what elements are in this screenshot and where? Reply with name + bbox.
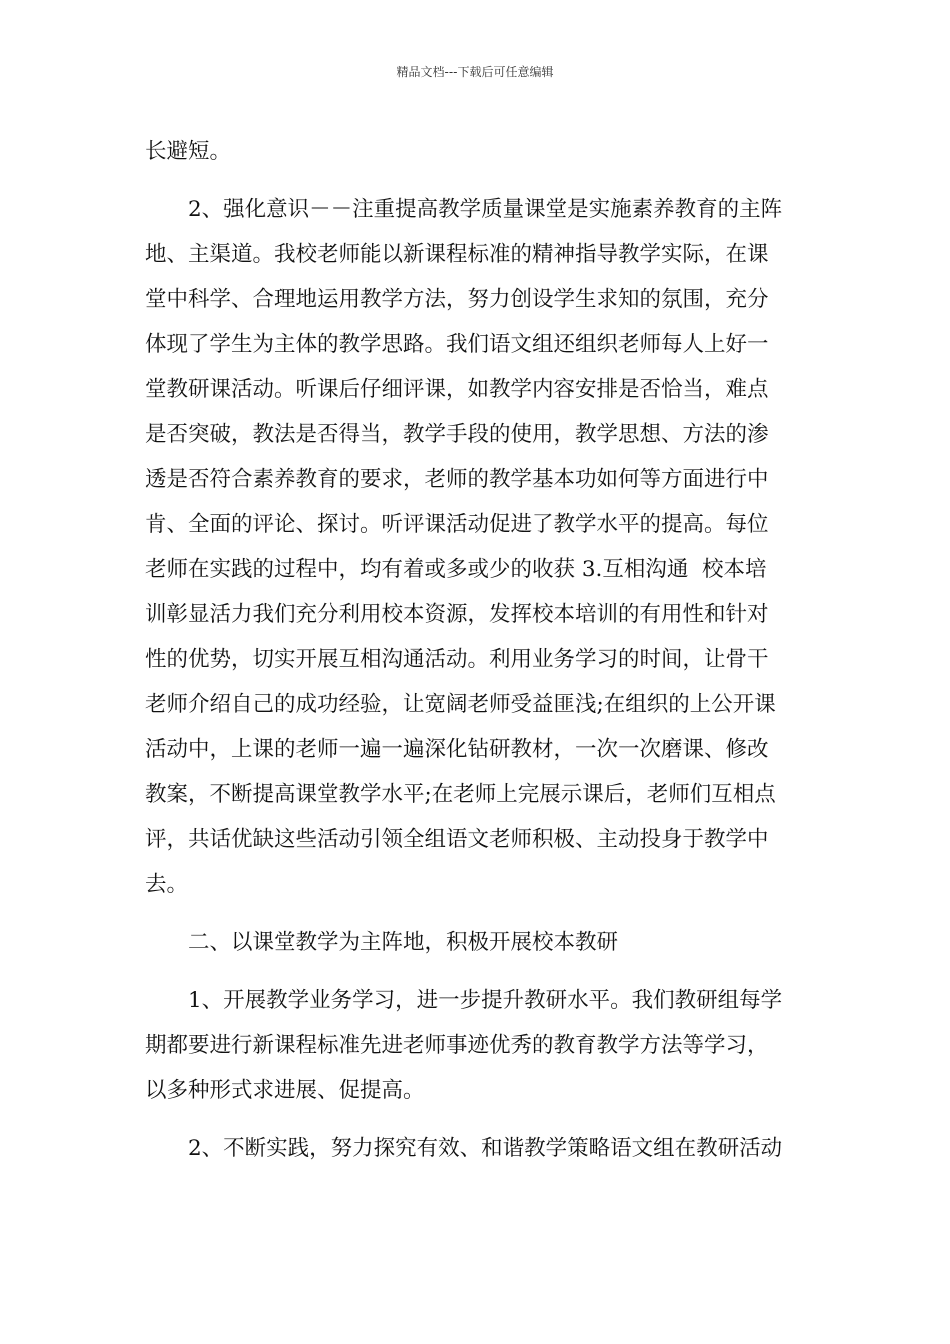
text-line: 老师介绍自己的成功经验，让宽阔老师受益匪浅;在组织的上公开课 — [145, 692, 776, 717]
text-line: 性的优势，切实开展互相沟通活动。利用业务学习的时间，让骨干 — [145, 647, 769, 672]
text-line: 堂中科学、合理地运用教学方法，努力创设学生求知的氛围，充分 — [145, 287, 769, 312]
text-line: 2、强化意识－－注重提高教学质量课堂是实施素养教育的主阵 — [188, 197, 783, 222]
text-line: 1、开展教学业务学习，进一步提升教研水平。我们教研组每学 — [188, 988, 783, 1013]
text-line: 地、主渠道。我校老师能以新课程标准的精神指导教学实际，在课 — [145, 242, 769, 267]
text-line: 教案，不断提高课堂教学水平;在老师上完展示课后，老师们互相点 — [145, 782, 776, 807]
document-body — [145, 129, 809, 1171]
text-line: 期都要进行新课程标准先进老师事迹优秀的教育教学方法等学习， — [145, 1033, 769, 1058]
text-line: 长避短。 — [145, 139, 232, 164]
text-line: 评，共话优缺这些活动引领全组语文老师积极、主动投身于教学中 — [145, 827, 769, 852]
page-header: 精品文档---下载后可任意编辑 — [396, 65, 554, 79]
text-line: 活动中，上课的老师一遍一遍深化钻研教材，一次一次磨课、修改 — [145, 737, 769, 762]
text-line: 堂教研课活动。听课后仔细评课，如教学内容安排是否恰当，难点 — [145, 377, 769, 402]
text-line: 2、不断实践，努力探究有效、和谐教学策略语文组在教研活动 — [188, 1136, 783, 1161]
text-line: 去。 — [145, 872, 189, 897]
text-line: 肯、全面的评论、探讨。听评课活动促进了教学水平的提高。每位 — [145, 512, 769, 537]
text-line: 以多种形式求进展、促提高。 — [145, 1078, 425, 1103]
text-line: 体现了学生为主体的教学思路。我们语文组还组织老师每人上好一 — [145, 332, 769, 357]
text-line: 老师在实践的过程中，均有着或多或少的收获 3.互相沟通 校本培 — [145, 557, 767, 582]
text-line: 训彰显活力我们充分利用校本资源，发挥校本培训的有用性和针对 — [145, 602, 769, 627]
text-line: 是否突破，教法是否得当，教学手段的使用，教学思想、方法的渗 — [145, 422, 769, 447]
text-line: 透是否符合素养教育的要求，老师的教学基本功如何等方面进行中 — [145, 467, 769, 492]
section-heading: 二、以课堂教学为主阵地，积极开展校本教研 — [188, 930, 619, 955]
